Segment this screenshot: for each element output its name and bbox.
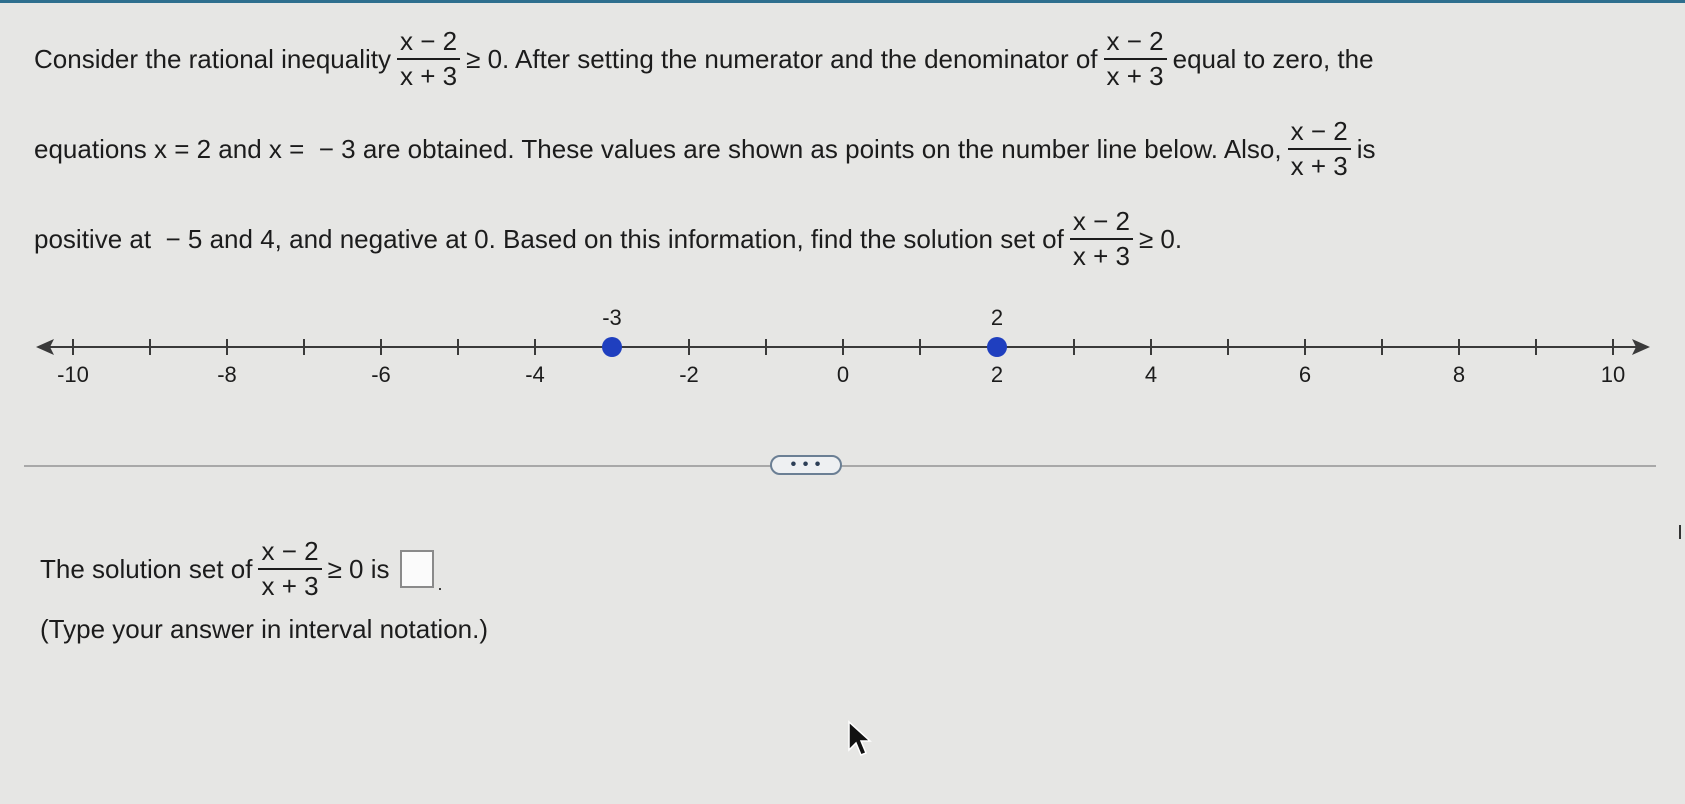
- problem-line-2: [34, 118, 1376, 181]
- plotted-point: [987, 337, 1007, 357]
- answer-instruction: (Type your answer in interval notation.): [40, 614, 488, 644]
- fraction-denominator: x + 3: [1290, 151, 1348, 182]
- number-line: [0, 295, 1685, 405]
- problem-text: ≥ 0.: [1138, 223, 1183, 254]
- fraction: [258, 538, 321, 601]
- top-accent-bar: [0, 0, 1685, 3]
- answer-input-box[interactable]: [400, 550, 434, 588]
- fraction-numerator: x − 2: [397, 28, 460, 60]
- problem-text: ≥ 0. After setting the numerator and the denominator of: [466, 43, 1098, 74]
- tick-label: -4: [525, 362, 545, 387]
- tick-label: -2: [679, 362, 699, 387]
- answer-period: .: [437, 573, 443, 594]
- tick-label: 2: [990, 362, 1004, 387]
- problem-text: Consider the rational inequality: [34, 43, 391, 74]
- tick-label: -10: [57, 362, 89, 387]
- problem-text: equal to zero, the: [1172, 43, 1374, 74]
- fraction: [1104, 28, 1167, 91]
- fraction-denominator: x + 3: [400, 61, 458, 92]
- problem-line-1: [34, 28, 1374, 91]
- point-label: 2: [990, 305, 1004, 330]
- tick-label: 6: [1298, 362, 1312, 387]
- edge-mark: [1679, 525, 1681, 539]
- fraction: [1070, 208, 1133, 271]
- fraction-denominator: x + 3: [261, 571, 319, 602]
- fraction-numerator: x − 2: [1288, 118, 1351, 150]
- fraction: [1288, 118, 1351, 181]
- fraction: [397, 28, 460, 91]
- tick-label: 8: [1452, 362, 1466, 387]
- show-more-button[interactable]: • • •: [770, 455, 842, 475]
- mouse-cursor-icon: [847, 720, 873, 760]
- fraction-denominator: x + 3: [1106, 61, 1164, 92]
- problem-line-3: [34, 208, 1182, 271]
- tick-label: 10: [1600, 362, 1626, 387]
- point-label: -3: [602, 305, 622, 330]
- fraction-numerator: x − 2: [1070, 208, 1133, 240]
- problem-text: equations x = 2 and x = − 3 are obtained. These values are shown as points on the number line below. Also,: [34, 133, 1282, 164]
- fraction-numerator: x − 2: [1104, 28, 1167, 60]
- fraction-denominator: x + 3: [1072, 241, 1130, 272]
- answer-text: ≥ 0 is: [327, 553, 390, 584]
- fraction-numerator: x − 2: [258, 538, 321, 570]
- problem-text: positive at − 5 and 4, and negative at 0. Based on this information, find the solution set of: [34, 223, 1064, 254]
- tick-label: -6: [371, 362, 391, 387]
- tick-label: 4: [1144, 362, 1158, 387]
- plotted-point: [602, 337, 622, 357]
- answer-line: [40, 538, 443, 601]
- tick-label: 0: [836, 362, 850, 387]
- problem-text: is: [1356, 133, 1376, 164]
- answer-text: The solution set of: [40, 553, 253, 584]
- tick-label: -8: [217, 362, 237, 387]
